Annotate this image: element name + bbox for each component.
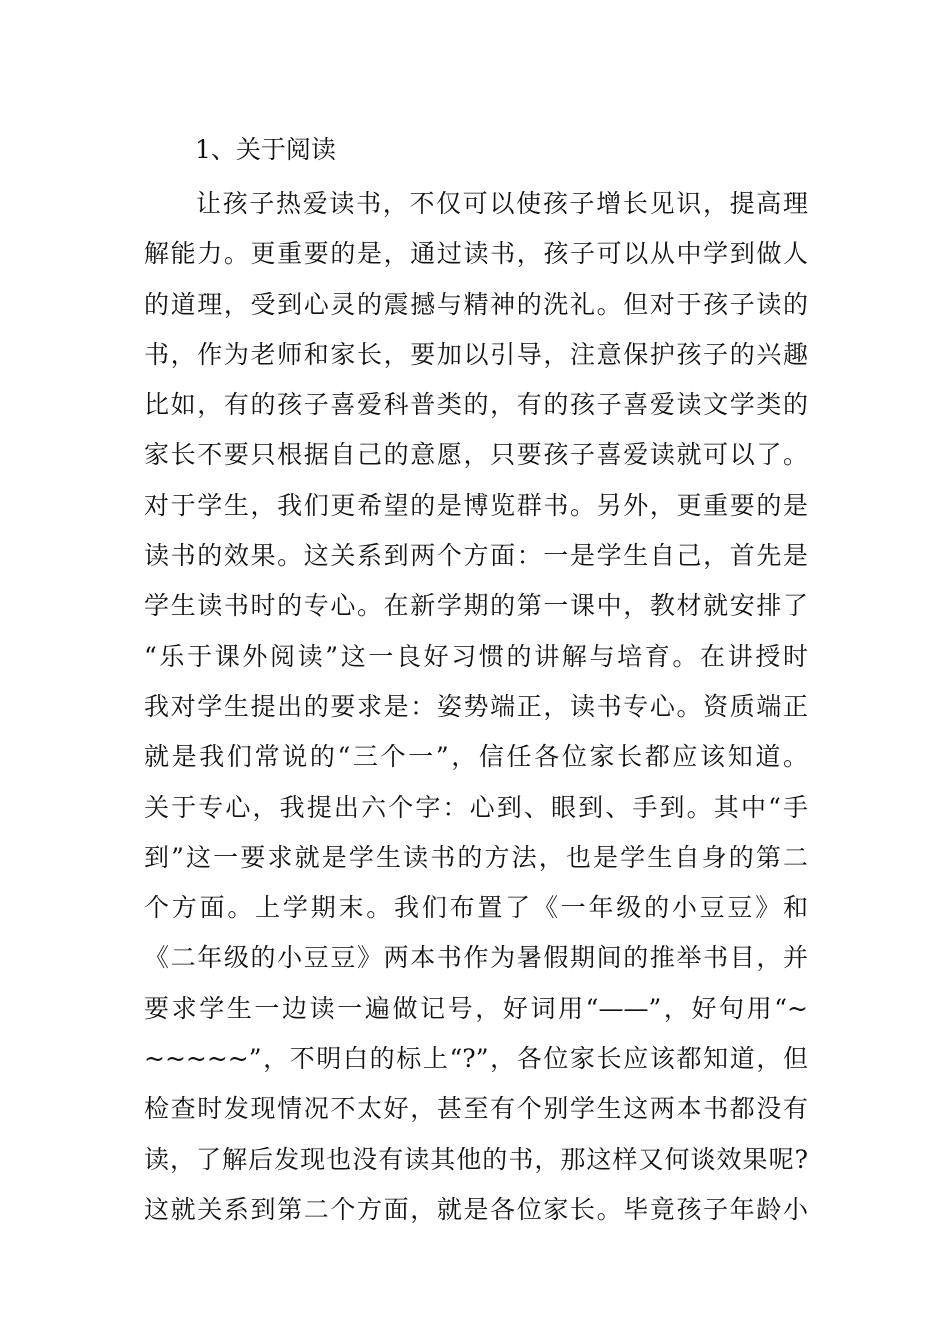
text-line: 就是我们常说的“三个一”，信任各位家长都应该知道。: [144, 742, 808, 772]
text-line: 我对学生提出的要求是：姿势端正，读书专心。资质端正: [144, 691, 808, 721]
text-line: 读，了解后发现也没有读其他的书，那这样又何谈效果呢?: [144, 1144, 808, 1174]
text-line: 要求学生一边读一遍做记号，好词用“——”，好句用“~: [144, 993, 808, 1023]
text-line: ~~~~~”，不明白的标上“?”，各位家长应该都知道，但: [144, 1044, 808, 1074]
text-line: 关于专心，我提出六个字：心到、眼到、手到。其中“手: [144, 792, 808, 822]
body-paragraph: [144, 179, 808, 1235]
text-line: 家长不要只根据自己的意愿，只要孩子喜爱读就可以了。: [144, 440, 808, 470]
text-line: 比如，有的孩子喜爱科普类的，有的孩子喜爱读文学类的: [144, 390, 808, 420]
text-line: 《二年级的小豆豆》两本书作为暑假期间的推举书目，并: [144, 943, 808, 973]
text-line: 读书的效果。这关系到两个方面：一是学生自己，首先是: [144, 541, 808, 571]
section-heading: 1、关于阅读: [195, 135, 336, 164]
text-line: 学生读书时的专心。在新学期的第一课中，教材就安排了: [144, 591, 808, 621]
text-line: 对于学生，我们更希望的是博览群书。另外，更重要的是: [144, 490, 808, 520]
text-line: 书，作为老师和家长，要加以引导，注意保护孩子的兴趣: [144, 339, 808, 369]
text-line: 个方面。上学期末。我们布置了《一年级的小豆豆》和: [144, 893, 808, 923]
text-line: 解能力。更重要的是，通过读书，孩子可以从中学到做人: [144, 239, 808, 269]
text-line: 的道理，受到心灵的震撼与精神的洗礼。但对于孩子读的: [144, 289, 808, 319]
text-line: 检查时发现情况不太好，甚至有个别学生这两本书都没有: [144, 1094, 808, 1124]
text-line: 让孩子热爱读书，不仅可以使孩子增长见识，提高理: [196, 189, 808, 218]
text-line: 这就关系到第二个方面，就是各位家长。毕竟孩子年龄小: [144, 1194, 808, 1224]
text-line: 到”这一要求就是学生读书的方法，也是学生自身的第二: [144, 842, 808, 872]
text-line: “乐于课外阅读”这一良好习惯的讲解与培育。在讲授时: [144, 641, 808, 671]
